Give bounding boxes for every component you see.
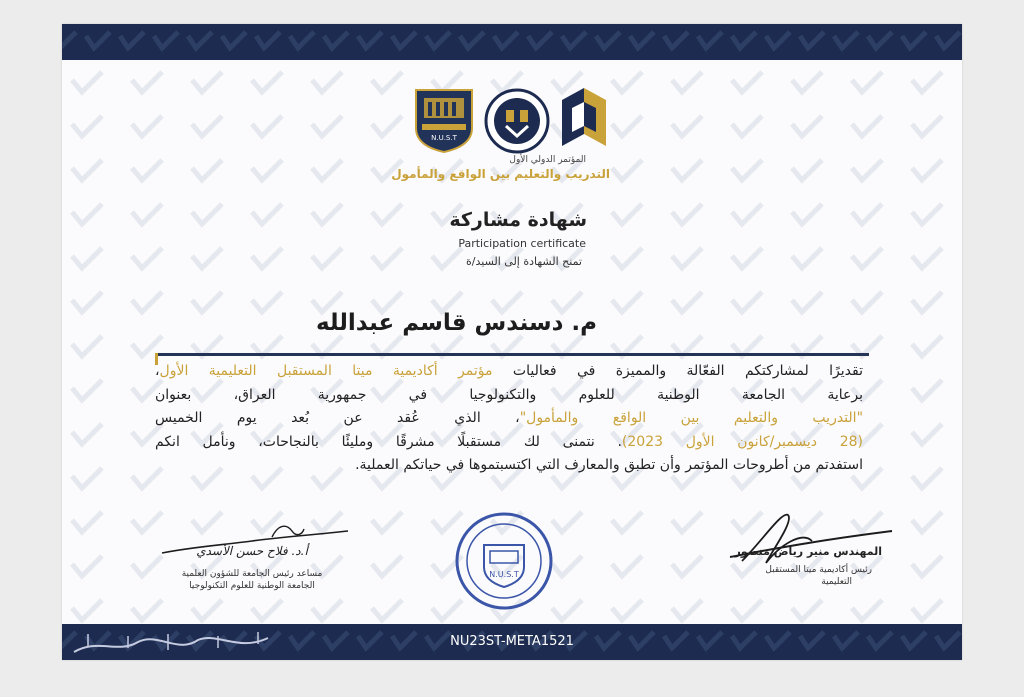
body-line [155, 360, 863, 384]
body-line [155, 384, 863, 408]
certificate-title-english: Participation certificate [458, 237, 586, 250]
highlighted-text: (28 ديسمبر/كانون الأول 2023) [621, 433, 863, 450]
body-text-segment: . نتمنى لك مستقبلًا مشرقًا ومليئًا بالنجاحات، ونأمل انكم [155, 433, 622, 450]
left-signer-organization: الجامعة الوطنية للعلوم التكنولوجيا [189, 581, 315, 591]
conference-name: التدريب والتعليم بين الواقع والمأمول [391, 167, 610, 181]
top-band [62, 24, 962, 60]
highlighted-text: مؤتمر أكاديمية ميتا المستقبل التعليمية الأول [159, 363, 493, 379]
left-signer-title: مساعد رئيس الجامعة للشؤون العلمية [181, 569, 323, 579]
nust-logo [412, 88, 476, 154]
right-signer-name: المهندس منير رياض منصور [734, 545, 882, 558]
body-line [155, 407, 863, 431]
granted-to-label: تمنح الشهادة إلى السيد/ة [466, 255, 582, 268]
seal-text: N.U.S.T [489, 570, 519, 579]
divider-line [155, 353, 869, 356]
body-text-segment: ، الذي عُقد عن بُعد يوم الخميس [155, 410, 520, 426]
certificate-code: NU23ST-META1521 [450, 634, 574, 649]
certificate-title-arabic: شهادة مشاركة [449, 209, 587, 231]
highlighted-text: "التدريب والتعليم بين الواقع والمأمول" [519, 410, 864, 426]
certificate [62, 24, 962, 660]
logos-row [412, 86, 612, 156]
meta-academy-logo [484, 88, 550, 154]
body-line [155, 431, 863, 455]
body-text-segment: برعاية الجامعة الوطنية للعلوم والتكنولوجيا في جمهورية العراق، بعنوان [155, 386, 863, 403]
body-text-segment: استفدتم من أطروحات المؤتمر وأن تطبق والمعارف التي اكتسبتموها في حياتكم العملية. [355, 457, 863, 473]
left-signer-name: أ.د. فلاح حسن الأسدي [196, 544, 308, 558]
svg-text:N.U.S.T: N.U.S.T [431, 134, 457, 142]
certificate-body [155, 360, 863, 478]
right-signer-title: رئيس أكاديمية ميتا المستقبل [765, 565, 872, 575]
body-text-segment: تقديرًا لمشاركتكم الفعّالة والمميزة في فعاليات [492, 363, 864, 379]
top-band-pattern [62, 24, 962, 60]
body-text-segment: ، [155, 363, 160, 379]
university-seal-icon [454, 511, 554, 611]
body-line [155, 454, 863, 478]
right-signer-title-continued: التعليمية [821, 577, 852, 587]
recipient-name: م. دسندس قاسم عبدالله [315, 310, 597, 336]
meta-brand-logo [558, 86, 610, 156]
conference-subtitle: المؤتمر الدولي الأول [509, 155, 586, 165]
